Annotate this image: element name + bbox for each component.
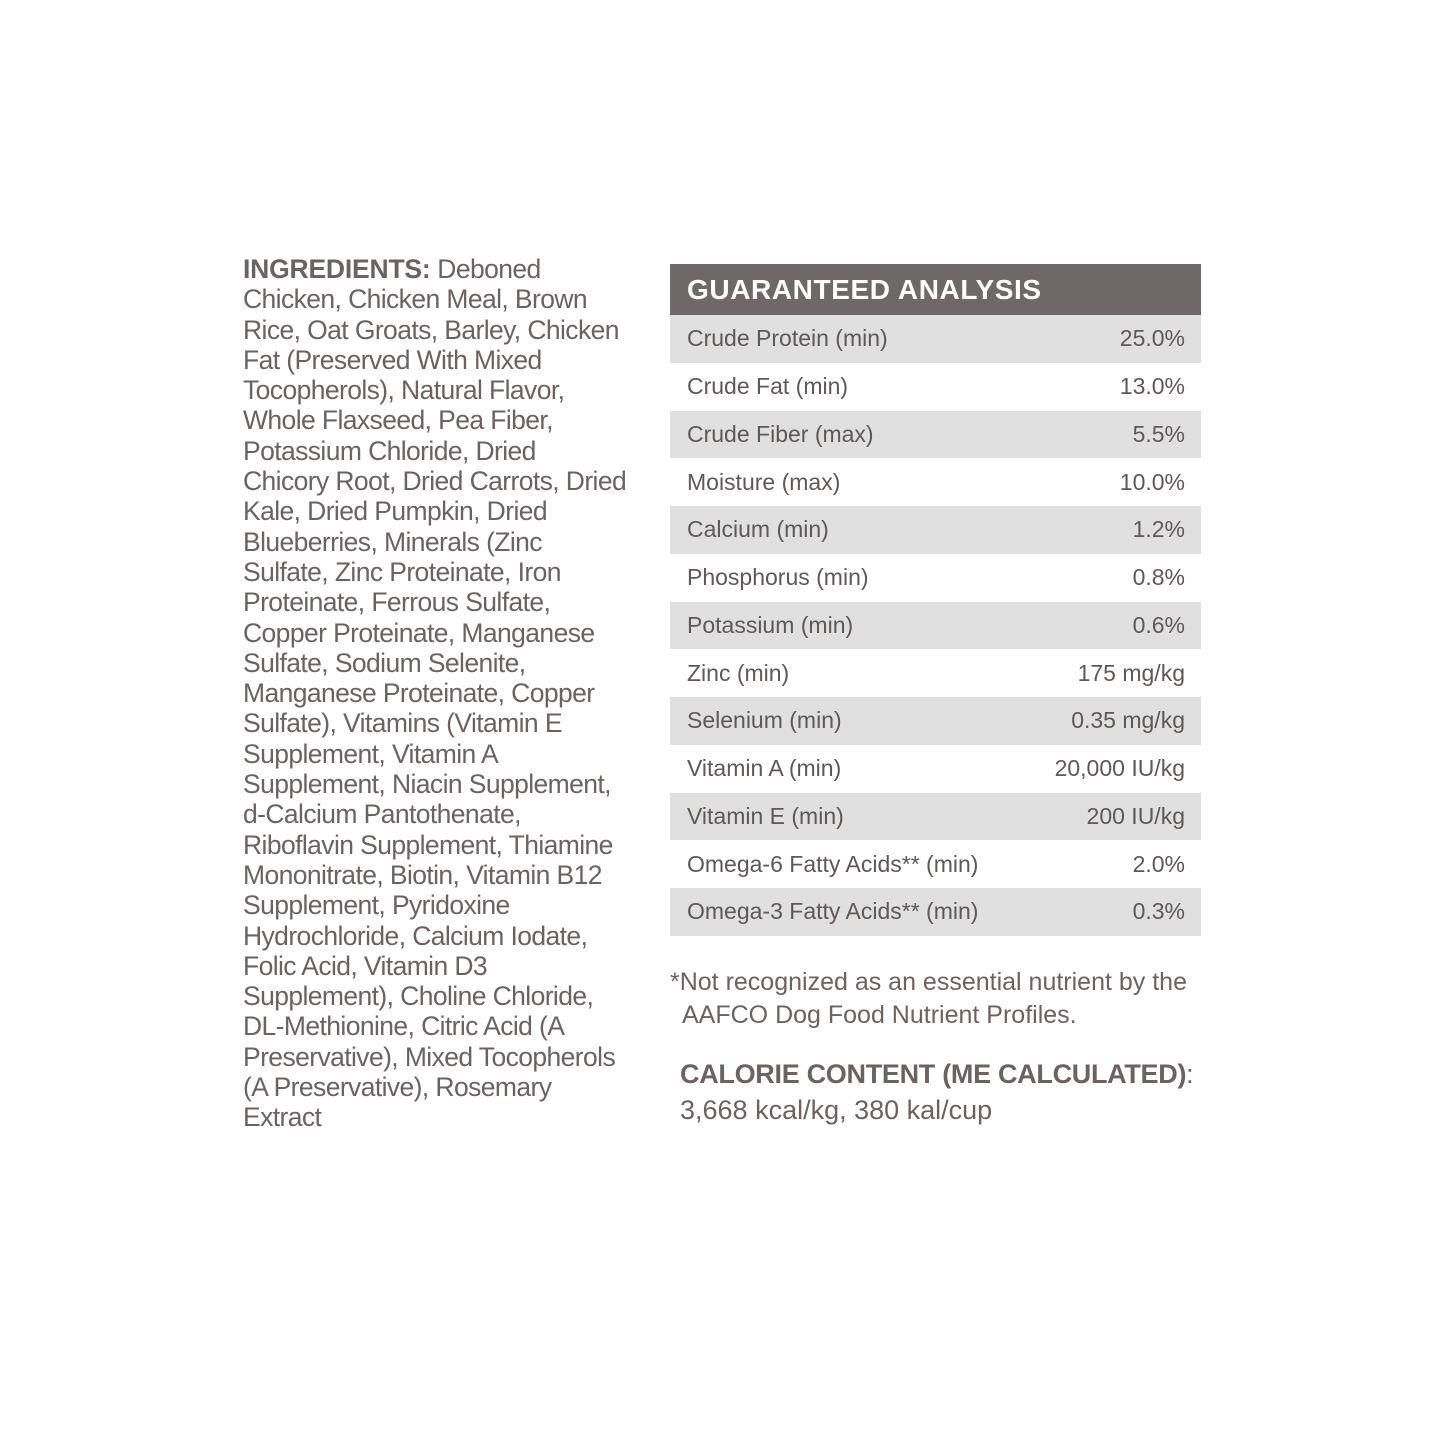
calorie-content <box>680 1056 1280 1128</box>
nutrient-value: 5.5% <box>1132 420 1185 447</box>
nutrient-value: 0.35 mg/kg <box>1071 707 1185 734</box>
nutrient-value: 13.0% <box>1119 373 1185 400</box>
table-row <box>670 840 1201 888</box>
nutrient-value: 0.8% <box>1132 564 1185 591</box>
nutrient-value: 25.0% <box>1119 325 1185 352</box>
ingredients-text: Deboned Chicken, Chicken Meal, Brown Rice, Oat Groats, Barley, Chicken Fat (Preserved With Mixed Tocopherols), Natural Flavor, Whole Flaxseed, Pea Fiber, Potassium Chloride, Dried Chicory Root, Dried Carrots, Dried Kale, Dried Pumpkin, Dried Blueberries, Minerals (Zinc Sulfate, Zinc Proteinate, Iron Proteinate, Ferrous Sulfate, Copper Proteinate, Manganese Sulfate, Sodium Selenite, Manganese Proteinate, Copper Sulfate), Vitamins (Vitamin E Supplement, Vitamin A Supplement, Niacin Supplement, d-Calcium Pantothenate, Riboflavin Supplement, Thiamine Mononitrate, Biotin, Vitamin B12 Supplement, Pyridoxine Hydrochloride, Calcium Iodate, Folic Acid, Vitamin D3 Supplement), Choline Chloride, DL-Methionine, Citric Acid (A Preservative), Mixed Tocopherols (A Preservative), Rosemary Extract <box>243 254 627 1133</box>
calorie-title: CALORIE CONTENT (ME CALCULATED) <box>680 1059 1187 1089</box>
table-row <box>670 363 1201 411</box>
ingredients-label: INGREDIENTS: <box>243 254 431 284</box>
nutrient-name: Omega-6 Fatty Acids** (min) <box>687 850 979 877</box>
nutrient-name: Zinc (min) <box>687 659 790 686</box>
nutrient-value: 200 IU/kg <box>1086 802 1185 829</box>
footnote <box>670 966 1230 1032</box>
table-row <box>670 888 1201 936</box>
calorie-value: 3,668 kcal/kg, 380 kal/cup <box>680 1095 993 1125</box>
nutrient-name: Phosphorus (min) <box>687 564 869 591</box>
nutrient-value: 1.2% <box>1132 516 1185 543</box>
table-row <box>670 649 1201 697</box>
nutrient-name: Crude Fiber (max) <box>687 420 874 447</box>
nutrient-name: Vitamin E (min) <box>687 802 844 829</box>
nutrient-value: 175 mg/kg <box>1077 659 1185 686</box>
nutrient-name: Omega-3 Fatty Acids** (min) <box>687 898 979 925</box>
footnote-line-1: *Not recognized as an essential nutrient by the <box>670 968 1187 996</box>
table-row <box>670 554 1201 602</box>
nutrient-value: 10.0% <box>1119 468 1185 495</box>
table-row <box>670 697 1201 745</box>
ingredients-section <box>243 254 628 1133</box>
guaranteed-analysis-title: GUARANTEED ANALYSIS <box>670 264 1201 315</box>
nutrient-value: 0.3% <box>1132 898 1185 925</box>
nutrient-value: 0.6% <box>1132 611 1185 638</box>
table-row <box>670 411 1201 459</box>
guaranteed-analysis-table <box>670 264 1201 936</box>
table-row <box>670 506 1201 554</box>
footnote-line-2: AAFCO Dog Food Nutrient Profiles. <box>682 1001 1077 1029</box>
table-row <box>670 458 1201 506</box>
table-row <box>670 745 1201 793</box>
nutrient-name: Calcium (min) <box>687 516 829 543</box>
nutrient-name: Vitamin A (min) <box>687 755 842 782</box>
table-row <box>670 793 1201 841</box>
nutrient-name: Moisture (max) <box>687 468 841 495</box>
calorie-colon: : <box>1186 1059 1194 1089</box>
nutrient-name: Crude Protein (min) <box>687 325 888 352</box>
table-row <box>670 315 1201 363</box>
nutrient-name: Crude Fat (min) <box>687 373 849 400</box>
nutrient-name: Potassium (min) <box>687 611 854 638</box>
nutrient-value: 2.0% <box>1132 850 1185 877</box>
nutrient-name: Selenium (min) <box>687 707 842 734</box>
nutrient-value: 20,000 IU/kg <box>1054 755 1185 782</box>
table-row <box>670 602 1201 650</box>
